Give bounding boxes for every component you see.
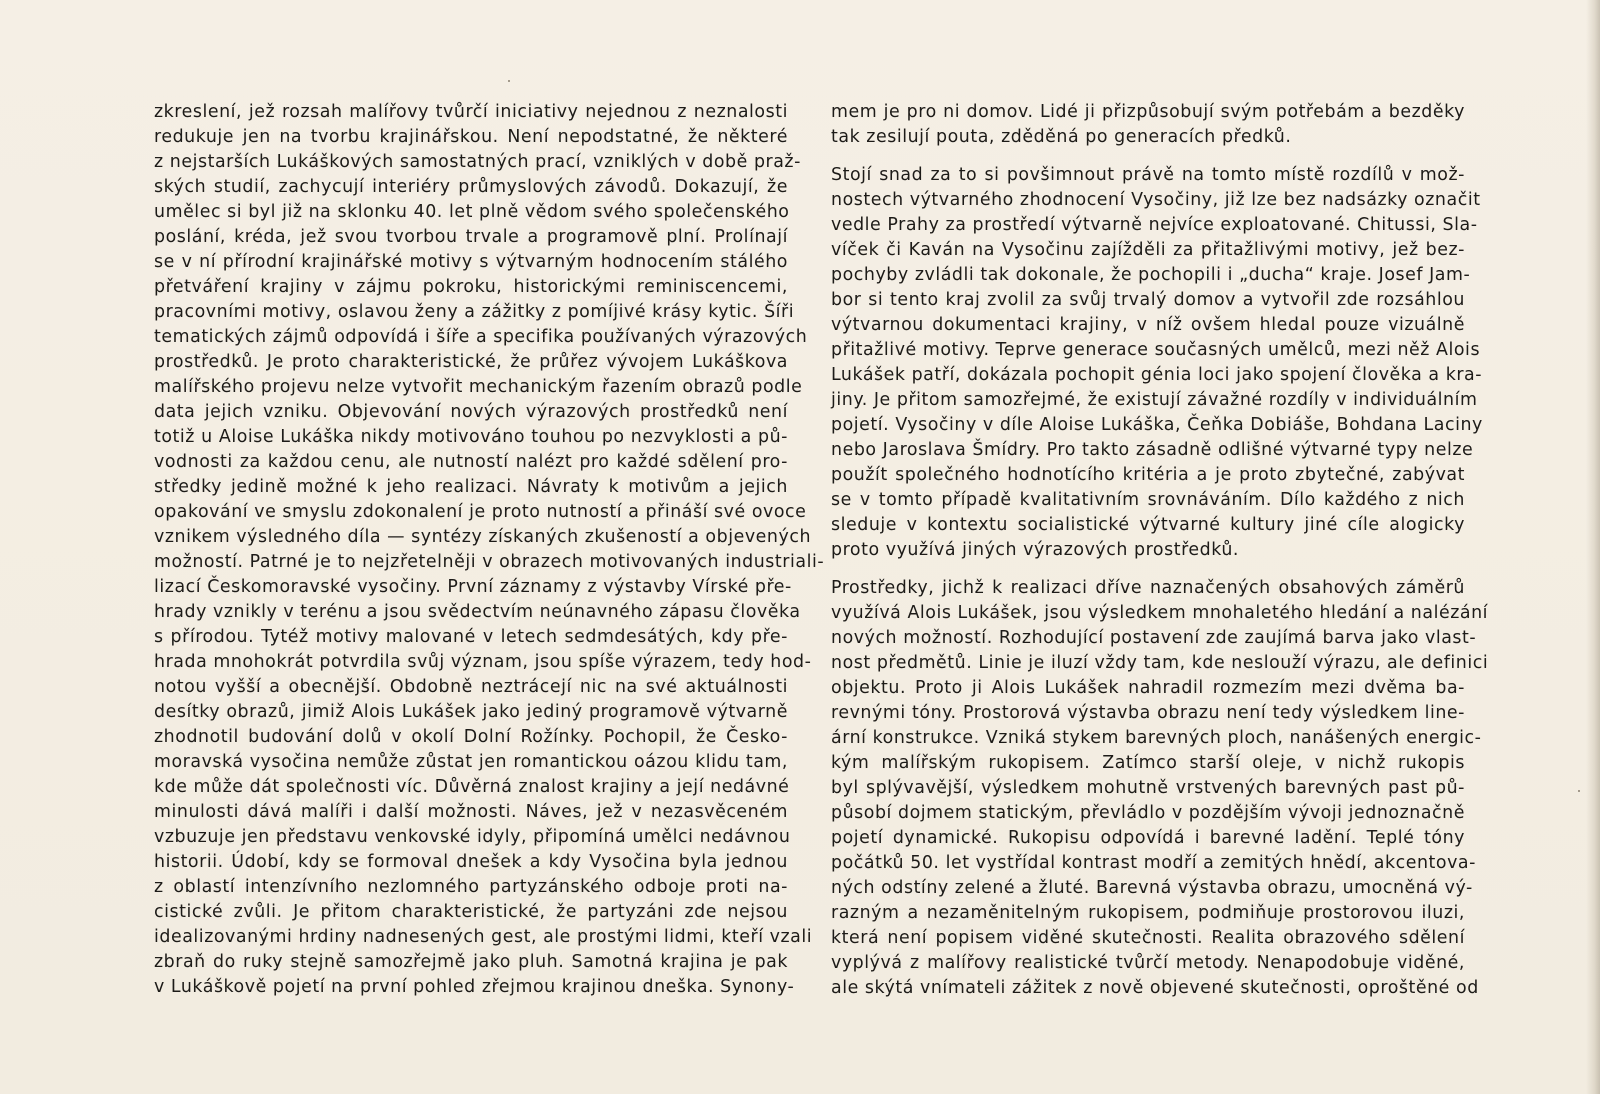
text-line: využívá Alois Lukášek, jsou výsledkem mnohaletého hledání a nalézání: [831, 603, 1489, 623]
text-line: možností. Patrné je to nejzřetelněji v obrazech motivovaných industriali-: [154, 552, 825, 572]
text-line: sleduje v kontextu socialistické výtvarné kultury jiné cíle alogicky: [831, 515, 1465, 535]
paragraph: [831, 100, 1465, 150]
text-line: v Lukáškově pojetí na první pohled zřejmou krajinou dneška. Synony-: [154, 977, 795, 997]
text-line: idealizovanými hrdiny nadnesených gest, ale prostými lidmi, kteří vzali: [154, 927, 813, 947]
text-line: z nejstarších Lukáškových samostatných prací, vzniklých v době praž-: [154, 152, 801, 172]
text-line: bor si tento kraj zvolil za svůj trvalý domov a vytvořil zde rozsáhlou: [831, 290, 1465, 310]
text-line: vedle Prahy za prostředí výtvarně nejvíce exploatované. Chitussi, Sla-: [831, 215, 1478, 235]
text-line: proto využívá jiných výrazových prostředků.: [831, 540, 1239, 560]
page-edge-shadow: [1586, 0, 1600, 1094]
text-line: výtvarnou dokumentaci krajiny, v níž ovšem hledal pouze vizuálně: [831, 315, 1465, 335]
text-line: nebo Jaroslava Šmídry. Pro takto zásadně odlišné výtvarné typy nelze: [831, 440, 1474, 460]
text-line: prostředků. Je proto charakteristické, že průřez vývojem Lukáškova: [154, 352, 788, 372]
right-text-column: [831, 100, 1489, 1001]
text-line: Stojí snad za to si povšimnout právě na tomto místě rozdílů v mož-: [831, 165, 1465, 185]
left-text-column: [154, 100, 825, 1000]
text-line: použít společného hodnotícího kritéria a je proto zbytečné, zabývat: [831, 465, 1465, 485]
text-line: víček či Kaván na Vysočinu zajížděli za přitažlivými motivy, jež bez-: [831, 240, 1465, 260]
paragraph: [831, 576, 1489, 1001]
text-line: malířského projevu nelze vytvořit mechanickým řazením obrazů podle: [154, 377, 803, 397]
text-line: data jejich vzniku. Objevování nových výrazových prostředků není: [154, 402, 788, 422]
text-line: přetváření krajiny v zájmu pokroku, historickými reminiscencemi,: [154, 277, 788, 297]
text-line: se v tomto případě kvalitativním srovnáváním. Dílo každého z nich: [831, 490, 1465, 510]
text-line: vodnosti za každou cenu, ale nutností nalézt pro každé sdělení pro-: [154, 452, 788, 472]
text-line: působí dojmem statickým, převládlo v pozdějším vývoji jednoznačně: [831, 803, 1465, 823]
text-line: lizací Českomoravské vysočiny. První záznamy z výstavby Vírské pře-: [154, 577, 792, 597]
text-line: přitažlivé motivy. Teprve generace současných umělců, mezi něž Alois: [831, 340, 1481, 360]
text-line: pojetí. Vysočiny v díle Aloise Lukáška, Čeňka Dobiáše, Bohdana Laciny: [831, 415, 1483, 435]
text-line: hrady vznikly v terénu a jsou svědectvím neúnavného zápasu člověka: [154, 602, 801, 622]
text-line: objektu. Proto ji Alois Lukášek nahradil rozmezím mezi dvěma ba-: [831, 678, 1465, 698]
text-line: vzbuzuje jen představu venkovské idyly, připomíná umělci nedávnou: [154, 827, 791, 847]
text-line: minulosti dává malíři i další možnosti. Náves, jež v nezasvěceném: [154, 802, 788, 822]
text-line: poslání, kréda, jež svou tvorbou trvale a programově plní. Prolínají: [154, 227, 788, 247]
text-line: ných odstíny zelené a žluté. Barevná výstavba obrazu, umocněná vý-: [831, 878, 1473, 898]
text-line: moravská vysočina nemůže zůstat jen romantickou oázou klidu tam,: [154, 752, 788, 772]
text-line: Lukášek patří, dokázala pochopit génia loci jako spojení člověka a kra-: [831, 365, 1483, 385]
text-line: zhodnotil budování dolů v okolí Dolní Rožínky. Pochopil, že Česko-: [154, 727, 788, 747]
paragraph: [831, 163, 1483, 563]
text-line: z oblastí intenzívního nezlomného partyzánského odboje proti na-: [154, 877, 788, 897]
text-line: ární konstrukce. Vzniká stykem barevných ploch, nanášených energic-: [831, 728, 1482, 748]
paper-speck: [508, 80, 510, 82]
text-line: pojetí dynamické. Rukopisu odpovídá i barevné ladění. Teplé tóny: [831, 828, 1465, 848]
text-line: totiž u Aloise Lukáška nikdy motivováno touhou po nezvyklosti a pů-: [154, 427, 788, 447]
text-line: nových možností. Rozhodující postavení zde zaujímá barva jako vlast-: [831, 628, 1477, 648]
text-line: ských studií, zachycují interiéry průmyslových závodů. Dokazují, že: [154, 177, 788, 197]
text-line: nostech výtvarného zhodnocení Vysočiny, již lze bez nadsázky označit: [831, 190, 1481, 210]
text-line: vyplývá z malířovy realistické tvůrčí metody. Nenapodobuje viděné,: [831, 953, 1465, 973]
text-line: razným a nezaměnitelným rukopisem, podmiňuje prostorovou iluzi,: [831, 903, 1465, 923]
text-line: zkreslení, jež rozsah malířovy tvůrčí iniciativy nejednou z neznalosti: [154, 102, 788, 122]
text-line: pochyby zvládli tak dokonale, že pochopili i „ducha“ kraje. Josef Jam-: [831, 265, 1471, 285]
text-line: kým malířským rukopisem. Zatímco starší oleje, v nichž rukopis: [831, 753, 1465, 773]
text-line: nost předmětů. Linie je iluzí vždy tam, kde neslouží výrazu, ale definici: [831, 653, 1489, 673]
text-line: byl splývavější, výsledkem mohutně vrstvených barevných past pů-: [831, 778, 1465, 798]
text-line: tematických zájmů odpovídá i šíře a specifika používaných výrazových: [154, 327, 808, 347]
paper-speck: [1578, 790, 1580, 792]
text-line: revnými tóny. Prostorová výstavba obrazu není tedy výsledkem line-: [831, 703, 1465, 723]
text-line: tak zesilují pouta, zděděná po generacích předků.: [831, 127, 1292, 147]
paragraph-gap: [831, 563, 1465, 576]
text-line: středky jedině možné k jeho realizaci. Návraty k motivům a jejich: [154, 477, 788, 497]
text-line: umělec si byl již na sklonku 40. let plně vědom svého společenského: [154, 202, 790, 222]
text-line: desítky obrazů, jimiž Alois Lukášek jako jediný programově výtvarně: [154, 702, 788, 722]
text-line: jiny. Je přitom samozřejmé, že existují závažné rozdíly v individuálním: [831, 390, 1478, 410]
text-line: která není popisem viděné skutečnosti. Realita obrazového sdělení: [831, 928, 1465, 948]
text-line: kde může dát společnosti víc. Důvěrná znalost krajiny a její nedávné: [154, 777, 790, 797]
text-line: historii. Údobí, kdy se formoval dnešek a kdy Vysočina byla jednou: [154, 852, 788, 872]
text-line: ale skýtá vnímateli zážitek z nově objevené skutečnosti, oproštěné od: [831, 978, 1479, 998]
text-line: mem je pro ni domov. Lidé ji přizpůsobují svým potřebám a bezděky: [831, 102, 1465, 122]
paragraph-gap: [831, 150, 1465, 163]
text-line: pracovními motivy, oslavou ženy a zážitky z pomíjivé krásy kytic. Šíři: [154, 302, 795, 322]
text-line: notou vyšší a obecnější. Obdobně neztrácejí nic na své aktuálnosti: [154, 677, 788, 697]
text-line: zbraň do ruky stejně samozřejmě jako pluh. Samotná krajina je pak: [154, 952, 788, 972]
text-line: opakování ve smyslu zdokonalení je proto nutností a přináší své ovoce: [154, 502, 807, 522]
text-line: redukuje jen na tvorbu krajinářskou. Není nepodstatné, že některé: [154, 127, 788, 147]
text-line: hrada mnohokrát potvrdila svůj význam, jsou spíše výrazem, tedy hod-: [154, 652, 812, 672]
text-line: s přírodou. Tytéž motivy malované v letech sedmdesátých, kdy pře-: [154, 627, 788, 647]
text-line: vznikem výsledného díla — syntézy získaných zkušeností a objevených: [154, 527, 812, 547]
text-line: se v ní přírodní krajinářské motivy s výtvarným hodnocením stálého: [154, 252, 788, 272]
text-line: Prostředky, jichž k realizaci dříve naznačených obsahových záměrů: [831, 578, 1465, 598]
text-line: cistické zvůli. Je přitom charakteristické, že partyzáni zde nejsou: [154, 902, 788, 922]
text-line: počátků 50. let vystřídal kontrast modří a zemitých hnědí, akcentova-: [831, 853, 1476, 873]
